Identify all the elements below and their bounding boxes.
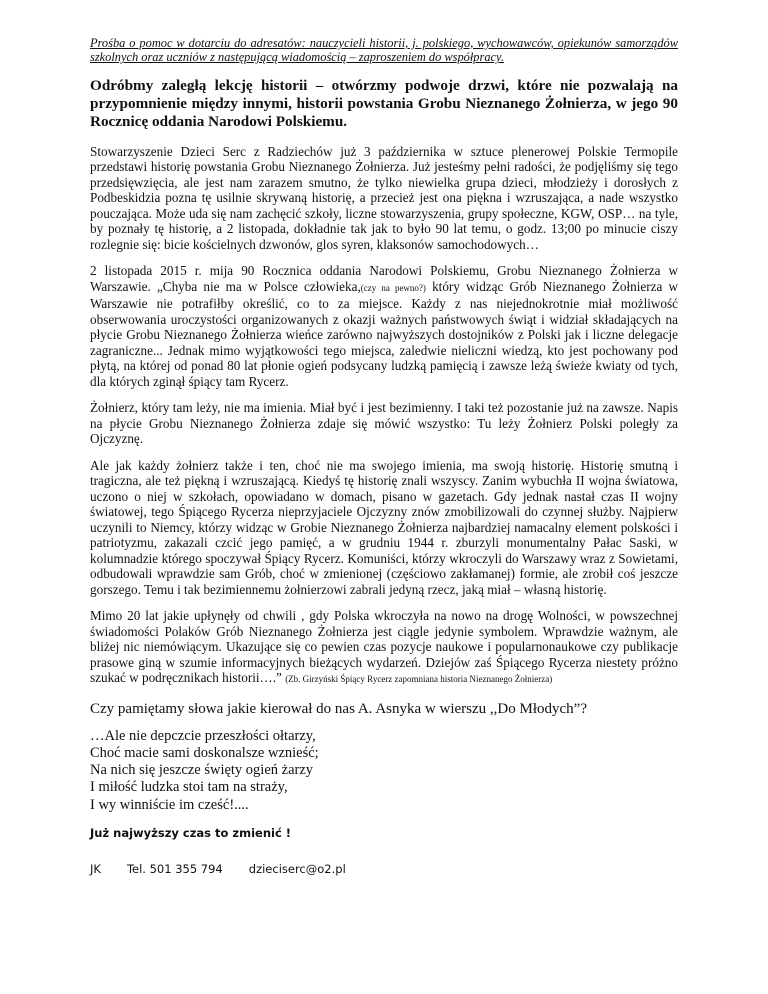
paragraph-2 xyxy=(90,263,678,389)
slogan: Już najwyższy czas to zmienić ! xyxy=(90,826,292,841)
paragraph-3: Żołnierz, który tam leży, nie ma imienia. Miał być i jest bezimienny. I taki też pozostanie już na zawsze. Napis na płycie Grobu Nieznanego Żołnierza zdaje się mówić wszystko: Tu leży Żołnierz Polski poległy za Ojczyznę. xyxy=(90,400,678,447)
document-page xyxy=(90,36,678,876)
footer xyxy=(90,862,678,876)
poem-line: I wy winniście im cześć!.... xyxy=(90,796,249,813)
author-initials: JK xyxy=(90,862,101,877)
poem-line: I miłość ludzka stoi tam na straży, xyxy=(90,779,288,796)
email-address[interactable]: dzieciserc@o2.pl xyxy=(248,862,346,877)
document-title: Odróbmy zaległą lekcję historii – otwórzmy podwoje drzwi, które nie pozwalają na przypomnienie między innymi, historii powstania Grobu Nieznanego Żołnierza, w jego 90 Rocznicę oddania Narodowi Polskiemu. xyxy=(90,76,678,130)
paragraph-2-end: który widząc Grób Nieznanego Żołnierza w Warszawie nie potrafiłby określić, co to za miejsce. Każdy z nas niejednokrotnie miał możliwość obserwowania uroczystości organizowanych z okazji ważnych państwowych świąt i widział składających na płycie Grobu Nieznanego Żołnierza wieńce zarówno najwyższych dostojników z Polski jak i liczne delegacje zagraniczne... Jednak mimo wyjątkowości tego miejsca, zaledwie nieliczni wiedzą, kto jest pochowany pod płytą, na której od ponad 80 lat płonie ogień podsycany ludzką pamięcią i zawsze leżą świeże kwiaty od tych, dla których zginął śpiący tam Rycerz. xyxy=(90,278,679,389)
citation: (Zb. Girzyński Śpiący Rycerz zapomniana historia Nieznanego Żołnierza) xyxy=(285,674,553,685)
question: Czy pamiętamy słowa jakie kierował do nas A. Asnyka w wierszu ,,Do Młodych”? xyxy=(90,700,587,717)
paragraph-4: Ale jak każdy żołnierz także i ten, choć nie ma swojego imienia, ma swoją historię. Historię smutną i tragiczna, ale też piękną i wzruszającą. Kiedyś tę historię znali wszyscy. Zanim wybuchła II wojna światowa, uczono o niej w szkołach, opowiadano w domach, pisano w gazetach. Gdy jednak nastał czas II wojny światowej, tego Śpiącego Rycerza nieprzyjaciele Ojczyzny znów zmobilizowali do czynnej służby. Najpierw uczynili to Niemcy, którzy widząc w Grobie Nieznanego Żołnierza najbardziej namacalny element polskości i patriotyzmu, zakazali czcić jego pamięć, a w grudniu 1944 r. zburzyli monumentalny Pałac Saski, w kolumnadzie którego spoczywał Śpiący Rycerz. Komuniści, którzy wkroczyli do Warszawy wraz z Sowietami, odbudowali wprawdzie sam Grób, choć w zmienionej (częściowo zakłamanej) formie, ale zrobił coś jeszcze gorszego. Temu i tak bezimiennemu żołnierzowi zabrali jedyną rzecz, jaką miał – własną historię. xyxy=(90,457,678,597)
poem-line: Choć macie sami doskonalsze wznieść; xyxy=(90,744,319,761)
poem-line: …Ale nie depczcie przeszłości ołtarzy, xyxy=(90,727,316,744)
phone-number: Tel. 501 355 794 xyxy=(126,862,223,877)
poem xyxy=(90,728,678,814)
header-note: Prośba o pomoc w dotarciu do adresatów: nauczycieli historii, j. polskiego, wychowawców, opiekunów samorządów szkolnych oraz uczniów z następującą wiadomością – zaproszeniem do współpracy. xyxy=(90,36,678,65)
paragraph-5-text: Mimo 20 lat jakie upłynęły od chwili , gdy Polska wkroczyła na nowo na drogę Wolności, w powszechnej świadomości Polaków Grób Nieznanego Żołnierza jest ciągle jedynie symbolem. Wprawdzie ważnym, ale bliżej nic niemówiącym. Ukazujące się co pewien czas pozycje naukowe i popularnonaukowe czy publikacje prasowe giną w szumie informacyjnych bieżących wydarzeń. Dziejów zaś Śpiącego Rycerza niestety próżno szukać w podręcznikach historii….” xyxy=(90,608,678,686)
paragraph-5 xyxy=(90,608,678,688)
paragraph-2-aside: (czy na pewno?) xyxy=(360,282,426,293)
paragraph-2-start: 2 listopada 2015 r. mija 90 Rocznica oddania Narodowi Polskiemu, Grobu Nieznanego Żołnierza w Warszawie. „Chyba nie ma w Polsce człowieka, xyxy=(90,263,678,294)
poem-line: Na nich się jeszcze święty ogień żarzy xyxy=(90,762,314,779)
paragraph-1: Stowarzyszenie Dzieci Serc z Radziechów już 3 października w sztuce plenerowej Polskie Termopile przedstawi historię powstania Grobu Nieznanego Żołnierza. Już jesteśmy pełni radości, że podjęliśmy się tego przedsięwzięcia, ale jest nam zarazem smutno, że tylko niewielka grupa dzieci, młodzieży i dorosłych z Podbeskidzia pozna tę usilnie skrywaną historię, a przecież jest ona piękna i wzruszająca, a nade wszystko pouczająca. Może uda się nam zachęcić szkoły, liczne stowarzyszenia, grupy społeczne, KGW, OSP… na tyle, by poznały tę historię, a 2 listopada, dokładnie tak jak to było 90 lat temu, o godz. 13;00 po minucie ciszy rozlegnie się: bicie kościelnych dzwonów, glos syren, klaksonów samochodowych… xyxy=(90,143,678,252)
